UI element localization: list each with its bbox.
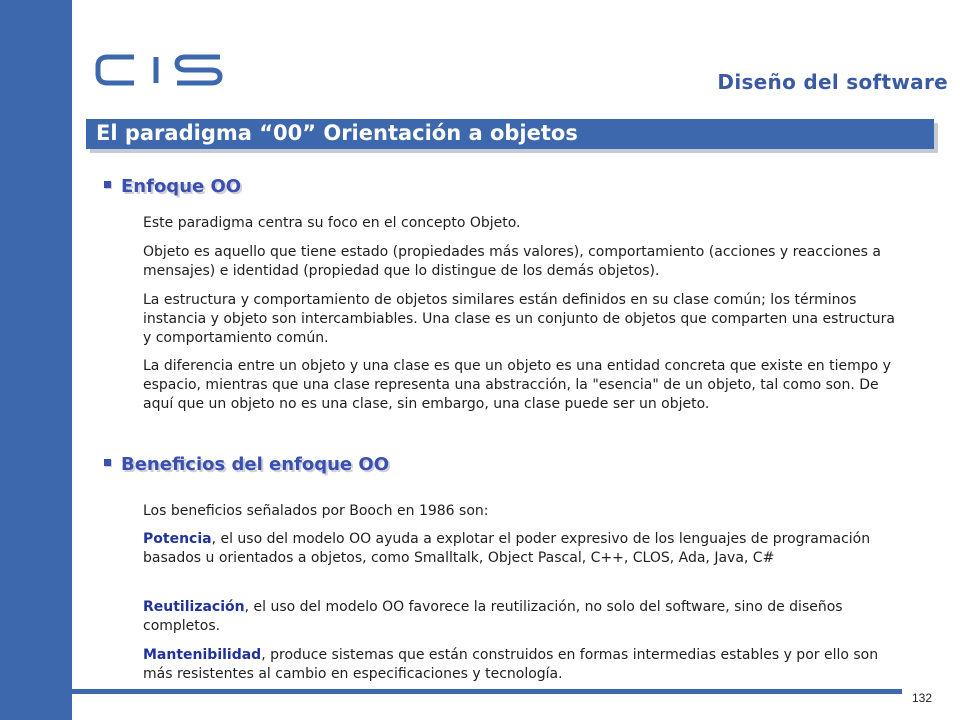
slide-title: El paradigma “00” Orientación a objetos bbox=[96, 121, 578, 145]
benefit-text: , el uso del modelo OO favorece la reutilización, no solo del software, sino de diseños completos. bbox=[143, 599, 843, 634]
paragraph: La estructura y comportamiento de objetos similares están definidos en su clase común; los términos instancia y objeto son intercambiables. Una clase es un conjunto de objetos que comparten una estructura y comportamiento común. bbox=[143, 292, 895, 346]
square-bullet-icon bbox=[104, 181, 111, 188]
page-number: 132 bbox=[912, 691, 933, 705]
benefit-item bbox=[143, 530, 903, 568]
section-heading-text: Beneficios del enfoque OO bbox=[121, 454, 390, 475]
section-heading-enfoque bbox=[104, 176, 241, 197]
section-heading-beneficios bbox=[104, 454, 389, 475]
paragraph: Objeto es aquello que tiene estado (propiedades más valores), comportamiento (acciones y reacciones a mensajes) e identidad (propiedad que lo distingue de los demás objetos). bbox=[143, 244, 881, 279]
benefit-item bbox=[143, 598, 903, 636]
left-accent-bar bbox=[0, 0, 72, 720]
benefit-term: Mantenibilidad bbox=[143, 647, 262, 663]
benefit-text: , el uso del modelo OO ayuda a explotar el poder expresivo de los lenguajes de programación basados u orientados a objetos, como Smalltalk, Object Pascal, C++, CLOS, Ada, Java, C# bbox=[143, 531, 871, 566]
benefit-item bbox=[143, 646, 903, 684]
course-subject: Diseño del software bbox=[717, 70, 948, 94]
benefit-term: Potencia bbox=[143, 531, 212, 547]
benefit-text: , produce sistemas que están construidos en formas intermedias estables y por ello son más resistentes al cambio en especificaciones y tecnología. bbox=[143, 647, 879, 682]
footer-rule bbox=[72, 689, 902, 694]
paragraph: Este paradigma centra su foco en el concepto Objeto. bbox=[143, 215, 521, 231]
cis-logo bbox=[94, 52, 224, 88]
paragraph: Los beneficios señalados por Booch en 1986 son: bbox=[143, 503, 489, 519]
section-heading-text: Enfoque OO bbox=[121, 176, 242, 197]
square-bullet-icon bbox=[104, 459, 111, 466]
benefit-term: Reutilización bbox=[143, 599, 245, 615]
slide-title-bar bbox=[86, 119, 934, 149]
paragraph: La diferencia entre un objeto y una clase es que un objeto es una entidad concreta que existe en tiempo y espacio, mientras que una clase representa una abstracción, la "esencia" de un objeto, tal como son. De aquí que un objeto no es una clase, sin embargo, una clase puede ser un objeto. bbox=[143, 358, 891, 412]
